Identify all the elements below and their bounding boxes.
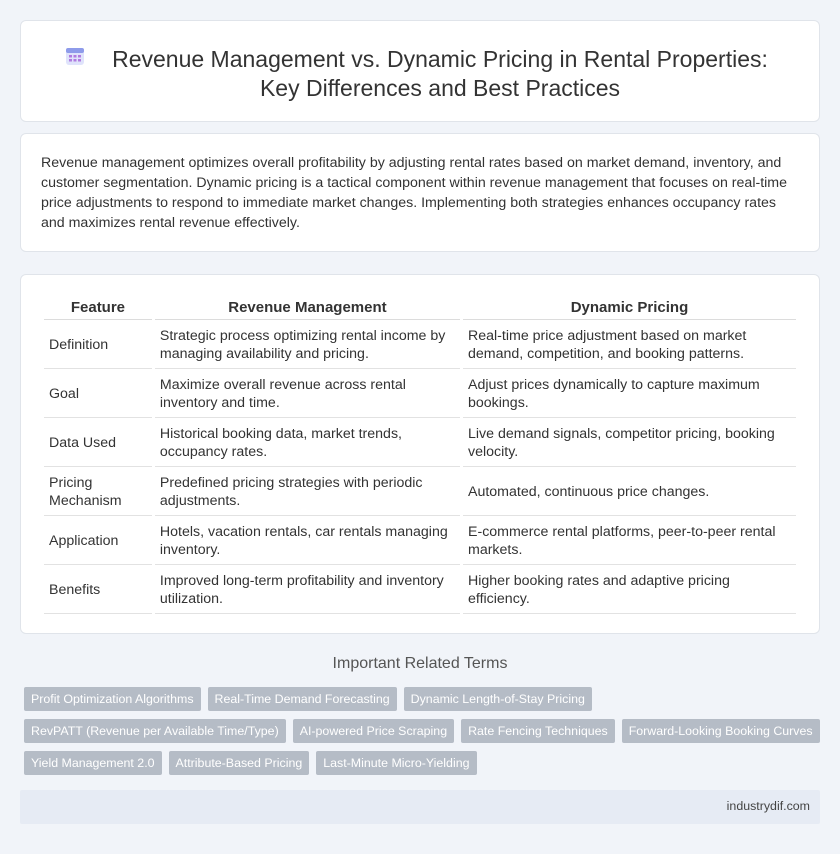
table-row — [44, 468, 796, 516]
dynamic-cell: Real-time price adjustment based on market demand, competition, and booking patterns. — [463, 321, 796, 369]
footer — [20, 790, 820, 824]
related-tag[interactable]: Yield Management 2.0 — [24, 751, 162, 775]
revenue-cell: Maximize overall revenue across rental inventory and time. — [155, 370, 460, 418]
table-row — [44, 321, 796, 369]
related-tag[interactable]: Last-Minute Micro-Yielding — [316, 751, 476, 775]
header-dynamic-pricing: Dynamic Pricing — [463, 296, 796, 320]
related-terms-list — [24, 687, 813, 783]
related-tag[interactable]: Dynamic Length-of-Stay Pricing — [404, 687, 592, 711]
related-tag[interactable]: Profit Optimization Algorithms — [24, 687, 201, 711]
table-header-row — [44, 296, 796, 320]
header-revenue-management: Revenue Management — [155, 296, 460, 320]
dynamic-cell: Automated, continuous price changes. — [463, 468, 796, 516]
related-tag[interactable]: Real-Time Demand Forecasting — [208, 687, 397, 711]
footer-site[interactable]: industrydif.com — [726, 799, 810, 813]
related-tag[interactable]: AI-powered Price Scraping — [293, 719, 454, 743]
dynamic-cell: Live demand signals, competitor pricing, booking velocity. — [463, 419, 796, 467]
comparison-table — [41, 295, 799, 615]
comparison-card — [20, 274, 820, 634]
dynamic-cell: Higher booking rates and adaptive pricing efficiency. — [463, 566, 796, 614]
related-tag[interactable]: Rate Fencing Techniques — [461, 719, 615, 743]
feature-cell: Goal — [44, 370, 152, 418]
revenue-cell: Strategic process optimizing rental income by managing availability and pricing. — [155, 321, 460, 369]
related-terms-title: Important Related Terms — [332, 655, 508, 672]
table-row — [44, 566, 796, 614]
feature-cell: Benefits — [44, 566, 152, 614]
feature-cell: Application — [44, 517, 152, 565]
feature-cell: Definition — [44, 321, 152, 369]
page-title: Revenue Management vs. Dynamic Pricing in Rental Properties: Key Differences and Best Practices — [112, 46, 768, 101]
related-tag[interactable]: Forward-Looking Booking Curves — [622, 719, 820, 743]
related-tag[interactable]: RevPATT (Revenue per Available Time/Type) — [24, 719, 286, 743]
related-tag[interactable]: Attribute-Based Pricing — [169, 751, 310, 775]
table-row — [44, 517, 796, 565]
feature-cell: Data Used — [44, 419, 152, 467]
header-feature: Feature — [44, 296, 152, 320]
revenue-cell: Historical booking data, market trends, occupancy rates. — [155, 419, 460, 467]
dynamic-cell: E-commerce rental platforms, peer-to-peer rental markets. — [463, 517, 796, 565]
revenue-cell: Hotels, vacation rentals, car rentals managing inventory. — [155, 517, 460, 565]
feature-cell: Pricing Mechanism — [44, 468, 152, 516]
summary-card — [20, 133, 820, 252]
revenue-cell: Improved long-term profitability and inventory utilization. — [155, 566, 460, 614]
table-row — [44, 370, 796, 418]
title-card — [20, 20, 820, 122]
revenue-cell: Predefined pricing strategies with periodic adjustments. — [155, 468, 460, 516]
table-row — [44, 419, 796, 467]
summary-text: Revenue management optimizes overall profitability by adjusting rental rates based on market demand, inventory, and customer segmentation. Dynamic pricing is a tactical component within revenue management that focuses on real-time price adjustments to respond to immediate market changes. Implementing both strategies enhances occupancy rates and maximizes rental revenue effectively. — [41, 155, 787, 231]
dynamic-cell: Adjust prices dynamically to capture maximum bookings. — [463, 370, 796, 418]
